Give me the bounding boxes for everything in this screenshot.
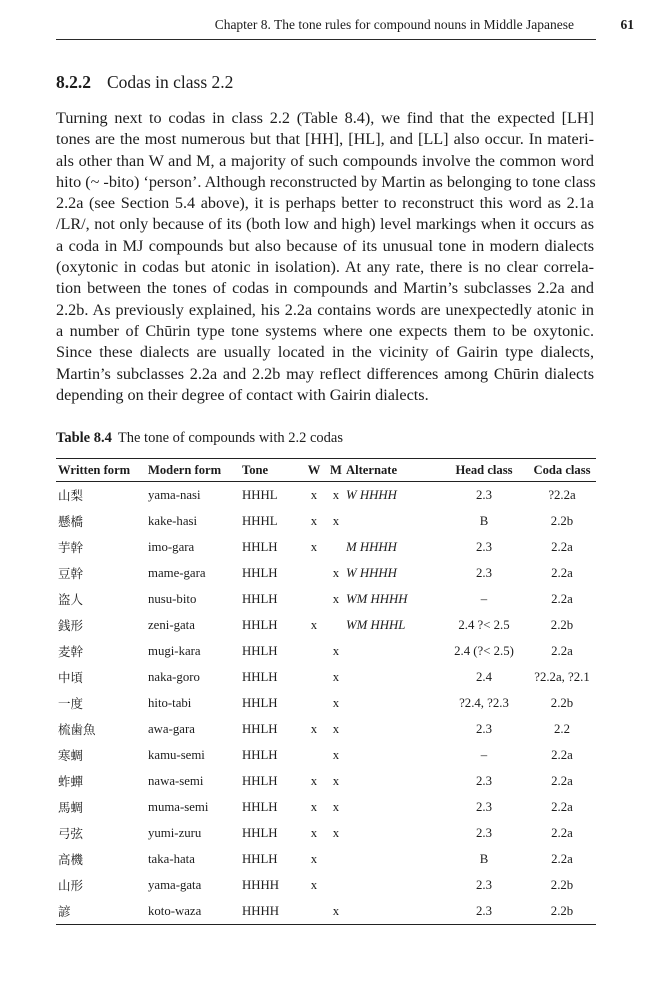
cell-w: x xyxy=(310,617,318,632)
cell-written-form: 高機 xyxy=(58,852,84,867)
cell-coda-class: 2.2b xyxy=(528,898,596,925)
table-row xyxy=(56,664,596,690)
table-row xyxy=(56,638,596,664)
cell-written-form: 山梨 xyxy=(58,488,84,503)
cell-alternate: W HHHH xyxy=(346,487,397,502)
table-row xyxy=(56,898,596,925)
cell-coda-class: 2.2b xyxy=(550,617,574,632)
cell-tone: HHLH xyxy=(242,565,278,580)
cell-alternate xyxy=(344,508,440,534)
cell-head-class: – xyxy=(480,591,488,606)
page-number: 61 xyxy=(620,17,634,32)
cell-head-class: 2.3 xyxy=(476,565,492,580)
cell-coda-class: ?2.2a, ?2.1 xyxy=(534,669,590,684)
cell-modern-form: imo-gara xyxy=(148,539,195,554)
cell-modern-form: nusu-bito xyxy=(148,591,197,606)
cell-coda-class: 2.2b xyxy=(550,695,574,710)
cell-written-form: 諺 xyxy=(56,898,146,925)
cell-modern-form: naka-goro xyxy=(148,669,200,684)
cell-modern-form: mugi-kara xyxy=(148,643,201,658)
cell-written-form: 銭形 xyxy=(58,618,84,633)
cell-modern-form: yama-gata xyxy=(148,877,202,892)
cell-modern-form: taka-hata xyxy=(148,851,195,866)
cell-m xyxy=(328,872,344,898)
cell-modern-form: koto-waza xyxy=(146,898,240,925)
table-row xyxy=(56,560,596,586)
cell-w: x xyxy=(310,487,318,502)
cell-m: x xyxy=(332,643,340,658)
cell-m: x xyxy=(332,669,340,684)
cell-m xyxy=(328,534,344,560)
cell-w xyxy=(300,690,328,716)
cell-written-form: 弓弦 xyxy=(58,826,84,841)
cell-alternate xyxy=(344,820,440,846)
cell-m: x xyxy=(332,825,340,840)
running-head-chapter: Chapter 8. The tone rules for compound nouns in Middle Japanese xyxy=(214,17,574,32)
paragraph-line: Since these dialects are usually located in the vicinity of Gairin type dialects, xyxy=(56,343,594,362)
table-row xyxy=(56,482,596,509)
cell-coda-class: 2.2a xyxy=(551,539,573,554)
cell-head-class: 2.3 xyxy=(476,799,492,814)
paragraph-line: Martin’s subclasses 2.2a and 2.2b may reflect differences among Chūrin dialects xyxy=(56,364,594,383)
cell-head-class: 2.3 xyxy=(476,487,492,502)
table-row xyxy=(56,872,596,898)
cell-m xyxy=(328,612,344,638)
table-row xyxy=(56,690,596,716)
cell-w: x xyxy=(310,877,318,892)
paragraph-line: depending on their degree of contact with Gairin dialects. xyxy=(56,385,429,404)
cell-head-class: 2.3 xyxy=(440,898,528,925)
cell-coda-class: 2.2a xyxy=(551,643,573,658)
cell-coda-class: 2.2a xyxy=(551,799,573,814)
table-row xyxy=(56,742,596,768)
cell-coda-class: 2.2b xyxy=(550,877,574,892)
cell-head-class: 2.4 xyxy=(476,669,492,684)
paragraph-line: als other than W and M, a majority of such compounds involve the common word xyxy=(56,151,594,170)
tone-table xyxy=(56,458,596,925)
cell-w: x xyxy=(310,513,318,528)
cell-modern-form: hito-tabi xyxy=(148,695,192,710)
cell-alternate xyxy=(344,664,440,690)
cell-coda-class: 2.2a xyxy=(551,565,573,580)
cell-written-form: 馬蜩 xyxy=(58,800,84,815)
cell-tone: HHHL xyxy=(242,487,278,502)
table-row xyxy=(56,846,596,872)
cell-w xyxy=(300,742,328,768)
cell-modern-form: mame-gara xyxy=(148,565,206,580)
cell-modern-form: yama-nasi xyxy=(148,487,201,502)
cell-tone: HHLH xyxy=(242,695,278,710)
cell-tone: HHLH xyxy=(242,643,278,658)
cell-tone: HHHL xyxy=(242,513,278,528)
cell-written-form: 山形 xyxy=(58,878,84,893)
cell-head-class: 2.3 xyxy=(476,825,492,840)
header-w: W xyxy=(300,459,328,482)
cell-head-class: 2.3 xyxy=(476,721,492,736)
cell-w: x xyxy=(310,539,318,554)
cell-coda-class: 2.2a xyxy=(551,747,573,762)
cell-alternate: M HHHH xyxy=(346,539,397,554)
cell-written-form: 梳歯魚 xyxy=(58,722,96,737)
cell-written-form: 盗人 xyxy=(58,592,84,607)
cell-alternate: WM HHHL xyxy=(346,617,406,632)
cell-alternate xyxy=(344,794,440,820)
cell-coda-class: 2.2a xyxy=(551,591,573,606)
cell-written-form: 中頃 xyxy=(58,670,84,685)
cell-w xyxy=(300,898,328,925)
cell-coda-class: 2.2b xyxy=(550,513,574,528)
cell-head-class: 2.4 ?< 2.5 xyxy=(458,617,510,632)
cell-w: x xyxy=(310,773,318,788)
section-heading xyxy=(56,72,233,93)
cell-tone: HHLH xyxy=(242,721,278,736)
cell-w xyxy=(300,586,328,612)
cell-m: x xyxy=(332,513,340,528)
cell-m: x xyxy=(328,898,344,925)
paragraph-line: /LR/, not only because of its (both low and high) level markings when it occurs as xyxy=(56,215,594,234)
cell-alternate xyxy=(344,898,440,925)
cell-w xyxy=(300,664,328,690)
cell-written-form: 豆幹 xyxy=(58,566,84,581)
cell-written-form: 芋幹 xyxy=(58,540,84,555)
body-paragraph xyxy=(56,108,594,406)
cell-modern-form: yumi-zuru xyxy=(148,825,202,840)
cell-m: x xyxy=(332,799,340,814)
paragraph-line: (oxytonic in codas but atonic in isolation). At any rate, there is no clear correla- xyxy=(56,258,594,277)
cell-alternate xyxy=(344,690,440,716)
paragraph-line: Turning next to codas in class 2.2 (Table 8.4), we find that the expected [LH] xyxy=(56,109,594,127)
table-header-row xyxy=(56,459,596,482)
cell-w: x xyxy=(310,721,318,736)
cell-w xyxy=(300,560,328,586)
cell-modern-form: zeni-gata xyxy=(148,617,195,632)
cell-tone: HHLH xyxy=(242,851,278,866)
cell-tone: HHLH xyxy=(242,617,278,632)
header-coda-class: Coda class xyxy=(528,459,596,482)
cell-head-class: – xyxy=(480,747,488,762)
cell-written-form: 麦幹 xyxy=(58,644,84,659)
cell-alternate xyxy=(344,768,440,794)
cell-coda-class: 2.2a xyxy=(551,825,573,840)
cell-head-class: ?2.4, ?2.3 xyxy=(459,695,509,710)
cell-head-class: B xyxy=(479,851,489,866)
cell-head-class: 2.3 xyxy=(476,539,492,554)
table-caption-text: The tone of compounds with 2.2 codas xyxy=(117,430,343,446)
running-head xyxy=(56,13,634,40)
cell-head-class: 2.3 xyxy=(476,773,492,788)
cell-w: x xyxy=(310,825,318,840)
paragraph-line: hito (~ -bito) ‘person’. Although reconstructed by Martin as belonging to tone class xyxy=(56,172,596,191)
paragraph-line: a number of Chūrin type tone systems where one expects them to be oxytonic. xyxy=(56,321,594,340)
header-alternate: Alternate xyxy=(344,459,440,482)
cell-tone: HHLH xyxy=(242,539,278,554)
table-row xyxy=(56,612,596,638)
cell-coda-class: ?2.2a xyxy=(548,487,576,502)
cell-alternate xyxy=(344,638,440,664)
cell-written-form: 一度 xyxy=(58,696,84,711)
cell-w: x xyxy=(310,851,318,866)
cell-modern-form: nawa-semi xyxy=(148,773,204,788)
cell-written-form: 懸橋 xyxy=(58,514,84,529)
header-written-form: Written form xyxy=(56,459,146,482)
header-m: M xyxy=(328,459,344,482)
cell-written-form: 蚱蟬 xyxy=(58,774,84,789)
table-row xyxy=(56,508,596,534)
cell-tone: HHLH xyxy=(242,773,278,788)
paragraph-line: tones are the most numerous but that [HH], [HL], and [LL] also occur. In materi- xyxy=(56,130,594,149)
header-tone: Tone xyxy=(240,459,300,482)
cell-modern-form: muma-semi xyxy=(148,799,209,814)
cell-alternate: W HHHH xyxy=(346,565,397,580)
cell-m xyxy=(328,846,344,872)
cell-m: x xyxy=(332,591,340,606)
paragraph-line: tion between the tones of codas in compounds and Martin’s subclasses 2.2a and xyxy=(56,279,594,298)
table-row xyxy=(56,794,596,820)
table-label: Table 8.4 xyxy=(56,430,112,446)
cell-modern-form: kamu-semi xyxy=(148,747,205,762)
cell-alternate xyxy=(344,872,440,898)
cell-coda-class: 2.2 xyxy=(554,721,570,736)
cell-modern-form: awa-gara xyxy=(148,721,195,736)
table-row xyxy=(56,586,596,612)
table-row xyxy=(56,716,596,742)
cell-tone: HHLH xyxy=(242,747,278,762)
cell-m: x xyxy=(332,747,340,762)
cell-m: x xyxy=(332,721,340,736)
cell-head-class: B xyxy=(479,513,489,528)
cell-tone: HHHH xyxy=(240,898,300,925)
cell-alternate: WM HHHH xyxy=(346,591,408,606)
cell-alternate xyxy=(344,716,440,742)
cell-tone: HHLH xyxy=(242,591,278,606)
cell-head-class: 2.3 xyxy=(476,877,492,892)
table-row xyxy=(56,820,596,846)
cell-m: x xyxy=(332,773,340,788)
cell-written-form: 寒蜩 xyxy=(58,748,84,763)
cell-tone: HHLH xyxy=(242,825,278,840)
cell-coda-class: 2.2a xyxy=(551,851,573,866)
section-title: Codas in class 2.2 xyxy=(107,72,234,92)
cell-head-class: 2.4 (?< 2.5) xyxy=(454,643,514,658)
table-caption xyxy=(56,430,343,447)
header-head-class: Head class xyxy=(440,459,528,482)
cell-m: x xyxy=(332,695,340,710)
cell-tone: HHLH xyxy=(242,799,278,814)
cell-m: x xyxy=(332,487,340,502)
paragraph-line: a coda in MJ compounds but also because of its unusual tone in modern dialects xyxy=(56,236,594,255)
cell-coda-class: 2.2a xyxy=(551,773,573,788)
cell-m: x xyxy=(332,565,340,580)
cell-tone: HHHH xyxy=(242,877,279,892)
paragraph-line: 2.2a (see Section 5.4 above), it is perhaps better to reconstruct this word as 2.1a xyxy=(56,194,594,213)
section-number: 8.2.2 xyxy=(56,72,91,92)
cell-w xyxy=(300,638,328,664)
cell-alternate xyxy=(344,846,440,872)
cell-tone: HHLH xyxy=(242,669,278,684)
header-modern-form: Modern form xyxy=(146,459,240,482)
table-row xyxy=(56,768,596,794)
cell-modern-form: kake-hasi xyxy=(148,513,198,528)
cell-w: x xyxy=(310,799,318,814)
table-row xyxy=(56,534,596,560)
cell-alternate xyxy=(344,742,440,768)
paragraph-line: 2.2b. As previously explained, his 2.2a contains words are unexpectedly atonic in xyxy=(56,300,594,319)
